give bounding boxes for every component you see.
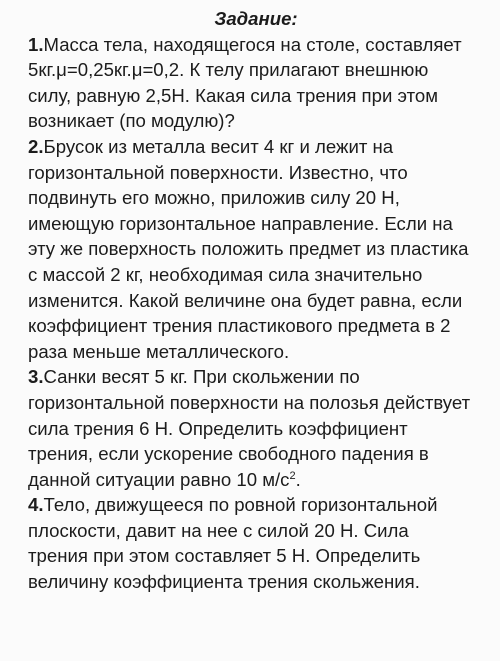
task-4 bbox=[28, 492, 472, 594]
task-3-superscript: 2 bbox=[289, 469, 296, 482]
task-1-number: 1. bbox=[28, 33, 44, 55]
task-3-text: Санки весят 5 кг. При скольжении по горизонтальной поверхности на полозья действует сила трения 6 Н. Определить коэффициент трения, если ускорение свободного падения в данной ситуации равно 10 м/с bbox=[28, 366, 471, 490]
document-title: Задание: bbox=[214, 8, 298, 29]
task-3-suffix: . bbox=[295, 468, 301, 490]
task-2-number: 2. bbox=[28, 135, 44, 157]
task-1 bbox=[28, 32, 472, 134]
task-4-number: 4. bbox=[28, 494, 44, 516]
task-1-text: Масса тела, находящегося на столе, составляет 5кг.μ=0,25кг.μ=0,2. К телу прилагают внешнюю силу, равную 2,5Н. Какая сила трения при этом возникает (по модулю)? bbox=[28, 33, 462, 132]
task-2-text: Брусок из металла весит 4 кг и лежит на горизонтальной поверхности. Известно, что подвинуть его можно, приложив силу 20 Н, имеющую горизонтальное направление. Если на эту же поверхность положить предмет из пластика с массой 2 кг, необходимая сила значительно изменится. Какой величине она будет равна, если коэффициент трения пластикового предмета в 2 раза меньше металлического. bbox=[28, 135, 469, 362]
task-3-number: 3. bbox=[28, 366, 44, 388]
task-4-text: Тело, движущееся по ровной горизонтальной плоскости, давит на нее с силой 20 Н. Сила трения при этом составляет 5 Н. Определить величину коэффициента трения скольжения. bbox=[28, 494, 438, 593]
task-2 bbox=[28, 134, 472, 364]
task-3 bbox=[28, 364, 472, 492]
